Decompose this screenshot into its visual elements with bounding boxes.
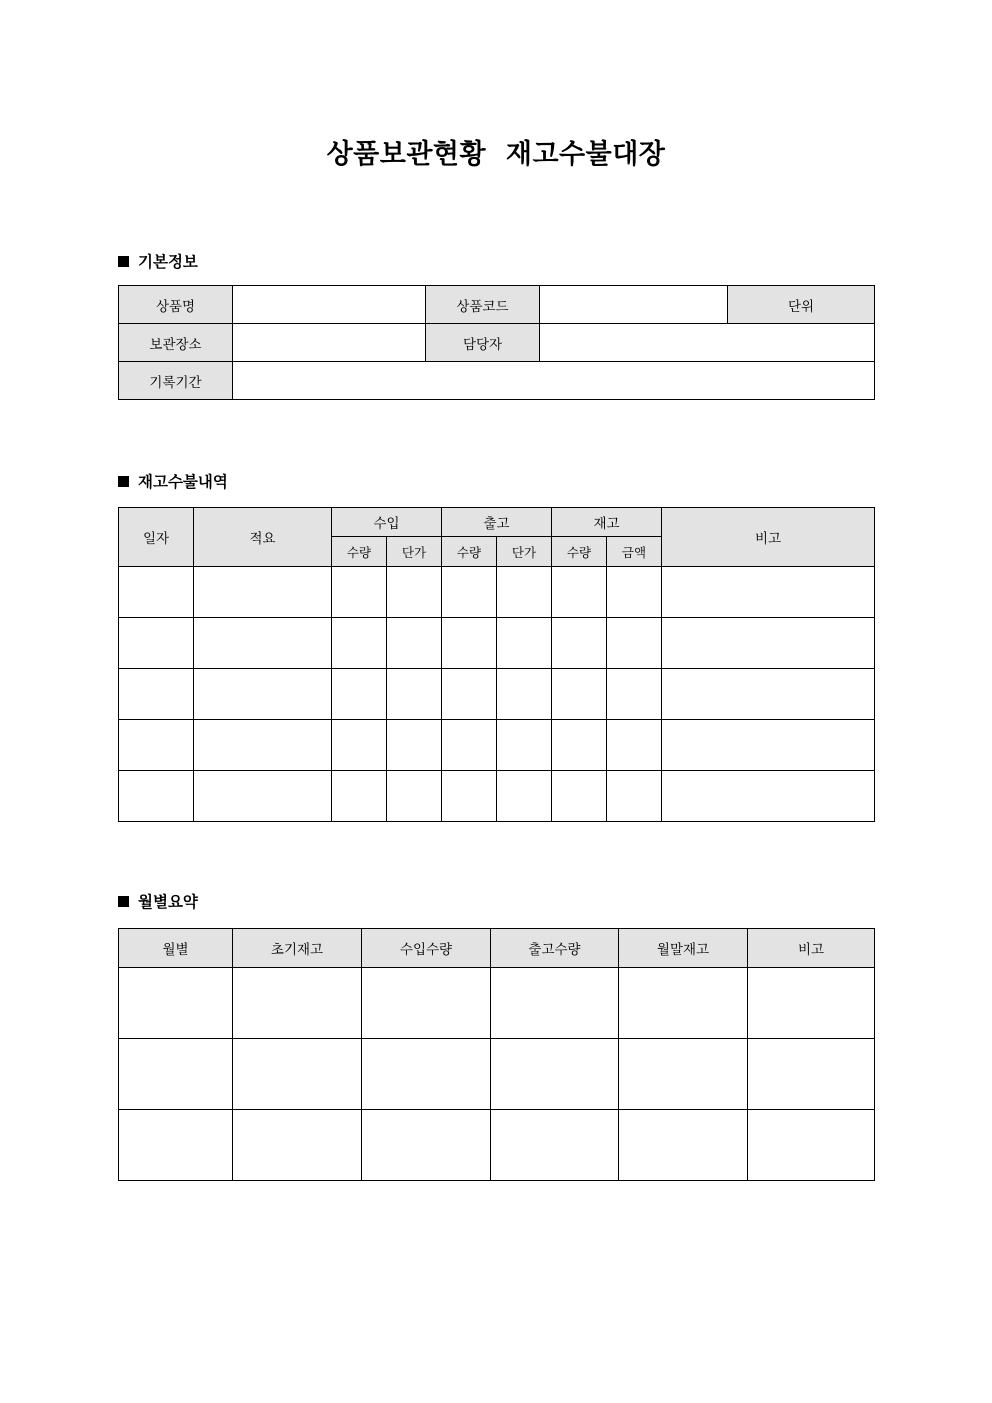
cell-description[interactable] xyxy=(194,567,332,618)
cell-month[interactable] xyxy=(119,968,233,1039)
table-header-row xyxy=(119,929,875,968)
square-bullet-icon xyxy=(118,256,129,267)
square-bullet-icon xyxy=(118,476,129,487)
label-record-period: 기록기간 xyxy=(119,362,233,400)
cell-date[interactable] xyxy=(119,771,194,822)
cell-stock-quantity[interactable] xyxy=(552,720,607,771)
table-row xyxy=(119,1110,875,1181)
cell-issue-quantity[interactable] xyxy=(442,618,497,669)
column-group-header-receipt: 수입 xyxy=(332,508,442,537)
cell-remarks[interactable] xyxy=(748,968,875,1039)
column-header-month: 월별 xyxy=(119,929,233,968)
section-heading-basic-info-label: 기본정보 xyxy=(138,253,198,271)
cell-issue-unit-price[interactable] xyxy=(497,720,552,771)
table-row xyxy=(119,618,875,669)
cell-stock-quantity[interactable] xyxy=(552,669,607,720)
cell-description[interactable] xyxy=(194,669,332,720)
ledger-table xyxy=(118,507,875,822)
square-bullet-icon xyxy=(118,896,129,907)
field-product-name[interactable] xyxy=(233,286,426,324)
column-header-receipt-quantity: 수량 xyxy=(332,537,387,567)
table-header-row-top xyxy=(119,508,875,537)
column-header-stock-quantity: 수량 xyxy=(552,537,607,567)
column-header-remarks: 비고 xyxy=(748,929,875,968)
basic-info-table xyxy=(118,285,875,400)
monthly-summary-table xyxy=(118,928,875,1181)
column-header-date: 일자 xyxy=(119,508,194,567)
column-header-issue-quantity: 수량 xyxy=(442,537,497,567)
field-product-code[interactable] xyxy=(540,286,728,324)
cell-receipt-unit-price[interactable] xyxy=(387,618,442,669)
field-storage-location[interactable] xyxy=(233,324,426,362)
cell-remarks[interactable] xyxy=(662,720,875,771)
column-header-receipt-quantity: 수입수량 xyxy=(362,929,491,968)
section-heading-ledger-label: 재고수불내역 xyxy=(138,473,228,491)
cell-receipt-quantity[interactable] xyxy=(362,1039,491,1110)
column-header-issue-unit-price: 단가 xyxy=(497,537,552,567)
label-product-name: 상품명 xyxy=(119,286,233,324)
cell-month[interactable] xyxy=(119,1039,233,1110)
cell-issue-quantity[interactable] xyxy=(491,968,619,1039)
cell-remarks[interactable] xyxy=(662,669,875,720)
cell-issue-unit-price[interactable] xyxy=(497,669,552,720)
cell-date[interactable] xyxy=(119,720,194,771)
cell-remarks[interactable] xyxy=(662,618,875,669)
cell-beginning-stock[interactable] xyxy=(233,968,362,1039)
cell-stock-amount[interactable] xyxy=(607,618,662,669)
label-person-in-charge: 담당자 xyxy=(426,324,540,362)
cell-issue-unit-price[interactable] xyxy=(497,567,552,618)
cell-ending-stock[interactable] xyxy=(619,968,748,1039)
cell-remarks[interactable] xyxy=(662,567,875,618)
section-heading-basic-info xyxy=(118,250,198,272)
cell-stock-amount[interactable] xyxy=(607,771,662,822)
table-row xyxy=(119,567,875,618)
field-person-in-charge[interactable] xyxy=(540,324,875,362)
field-record-period[interactable] xyxy=(233,362,875,400)
cell-description[interactable] xyxy=(194,771,332,822)
cell-stock-amount[interactable] xyxy=(607,720,662,771)
cell-month[interactable] xyxy=(119,1110,233,1181)
cell-remarks[interactable] xyxy=(662,771,875,822)
cell-issue-quantity[interactable] xyxy=(491,1039,619,1110)
cell-receipt-unit-price[interactable] xyxy=(387,669,442,720)
cell-receipt-quantity[interactable] xyxy=(332,618,387,669)
cell-receipt-unit-price[interactable] xyxy=(387,720,442,771)
column-group-header-stock: 재고 xyxy=(552,508,662,537)
table-row xyxy=(119,669,875,720)
cell-issue-unit-price[interactable] xyxy=(497,771,552,822)
cell-issue-quantity[interactable] xyxy=(491,1110,619,1181)
label-unit: 단위 xyxy=(728,286,875,324)
cell-receipt-quantity[interactable] xyxy=(332,771,387,822)
cell-issue-quantity[interactable] xyxy=(442,669,497,720)
section-heading-ledger xyxy=(118,470,228,492)
table-row xyxy=(119,1039,875,1110)
cell-receipt-quantity[interactable] xyxy=(332,669,387,720)
column-group-header-issue: 출고 xyxy=(442,508,552,537)
cell-stock-amount[interactable] xyxy=(607,669,662,720)
page-title: 상품보관현황 재고수불대장 xyxy=(326,139,666,170)
cell-issue-quantity[interactable] xyxy=(442,720,497,771)
cell-receipt-unit-price[interactable] xyxy=(387,771,442,822)
cell-receipt-quantity[interactable] xyxy=(332,567,387,618)
label-product-code: 상품코드 xyxy=(426,286,540,324)
cell-remarks[interactable] xyxy=(748,1039,875,1110)
cell-description[interactable] xyxy=(194,618,332,669)
cell-beginning-stock[interactable] xyxy=(233,1039,362,1110)
cell-beginning-stock[interactable] xyxy=(233,1110,362,1181)
cell-stock-quantity[interactable] xyxy=(552,618,607,669)
section-heading-monthly-summary xyxy=(118,890,198,912)
label-storage-location: 보관장소 xyxy=(119,324,233,362)
cell-receipt-quantity[interactable] xyxy=(362,968,491,1039)
cell-ending-stock[interactable] xyxy=(619,1110,748,1181)
column-header-ending-stock: 월말재고 xyxy=(619,929,748,968)
cell-stock-quantity[interactable] xyxy=(552,567,607,618)
cell-issue-quantity[interactable] xyxy=(442,771,497,822)
column-header-stock-amount: 금액 xyxy=(607,537,662,567)
cell-issue-unit-price[interactable] xyxy=(497,618,552,669)
table-row xyxy=(119,720,875,771)
column-header-issue-quantity: 출고수량 xyxy=(491,929,619,968)
table-row xyxy=(119,771,875,822)
column-header-receipt-unit-price: 단가 xyxy=(387,537,442,567)
table-row xyxy=(119,968,875,1039)
cell-remarks[interactable] xyxy=(748,1110,875,1181)
cell-issue-quantity[interactable] xyxy=(442,567,497,618)
column-header-beginning-stock: 초기재고 xyxy=(233,929,362,968)
cell-stock-quantity[interactable] xyxy=(552,771,607,822)
cell-date[interactable] xyxy=(119,618,194,669)
cell-receipt-unit-price[interactable] xyxy=(387,567,442,618)
cell-date[interactable] xyxy=(119,567,194,618)
table-row xyxy=(119,362,875,400)
column-header-description: 적요 xyxy=(194,508,332,567)
cell-date[interactable] xyxy=(119,669,194,720)
section-heading-monthly-summary-label: 월별요약 xyxy=(138,893,198,911)
table-row xyxy=(119,324,875,362)
table-row xyxy=(119,286,875,324)
cell-stock-amount[interactable] xyxy=(607,567,662,618)
cell-description[interactable] xyxy=(194,720,332,771)
cell-receipt-quantity[interactable] xyxy=(362,1110,491,1181)
cell-ending-stock[interactable] xyxy=(619,1039,748,1110)
column-header-remarks: 비고 xyxy=(662,508,875,567)
cell-receipt-quantity[interactable] xyxy=(332,720,387,771)
